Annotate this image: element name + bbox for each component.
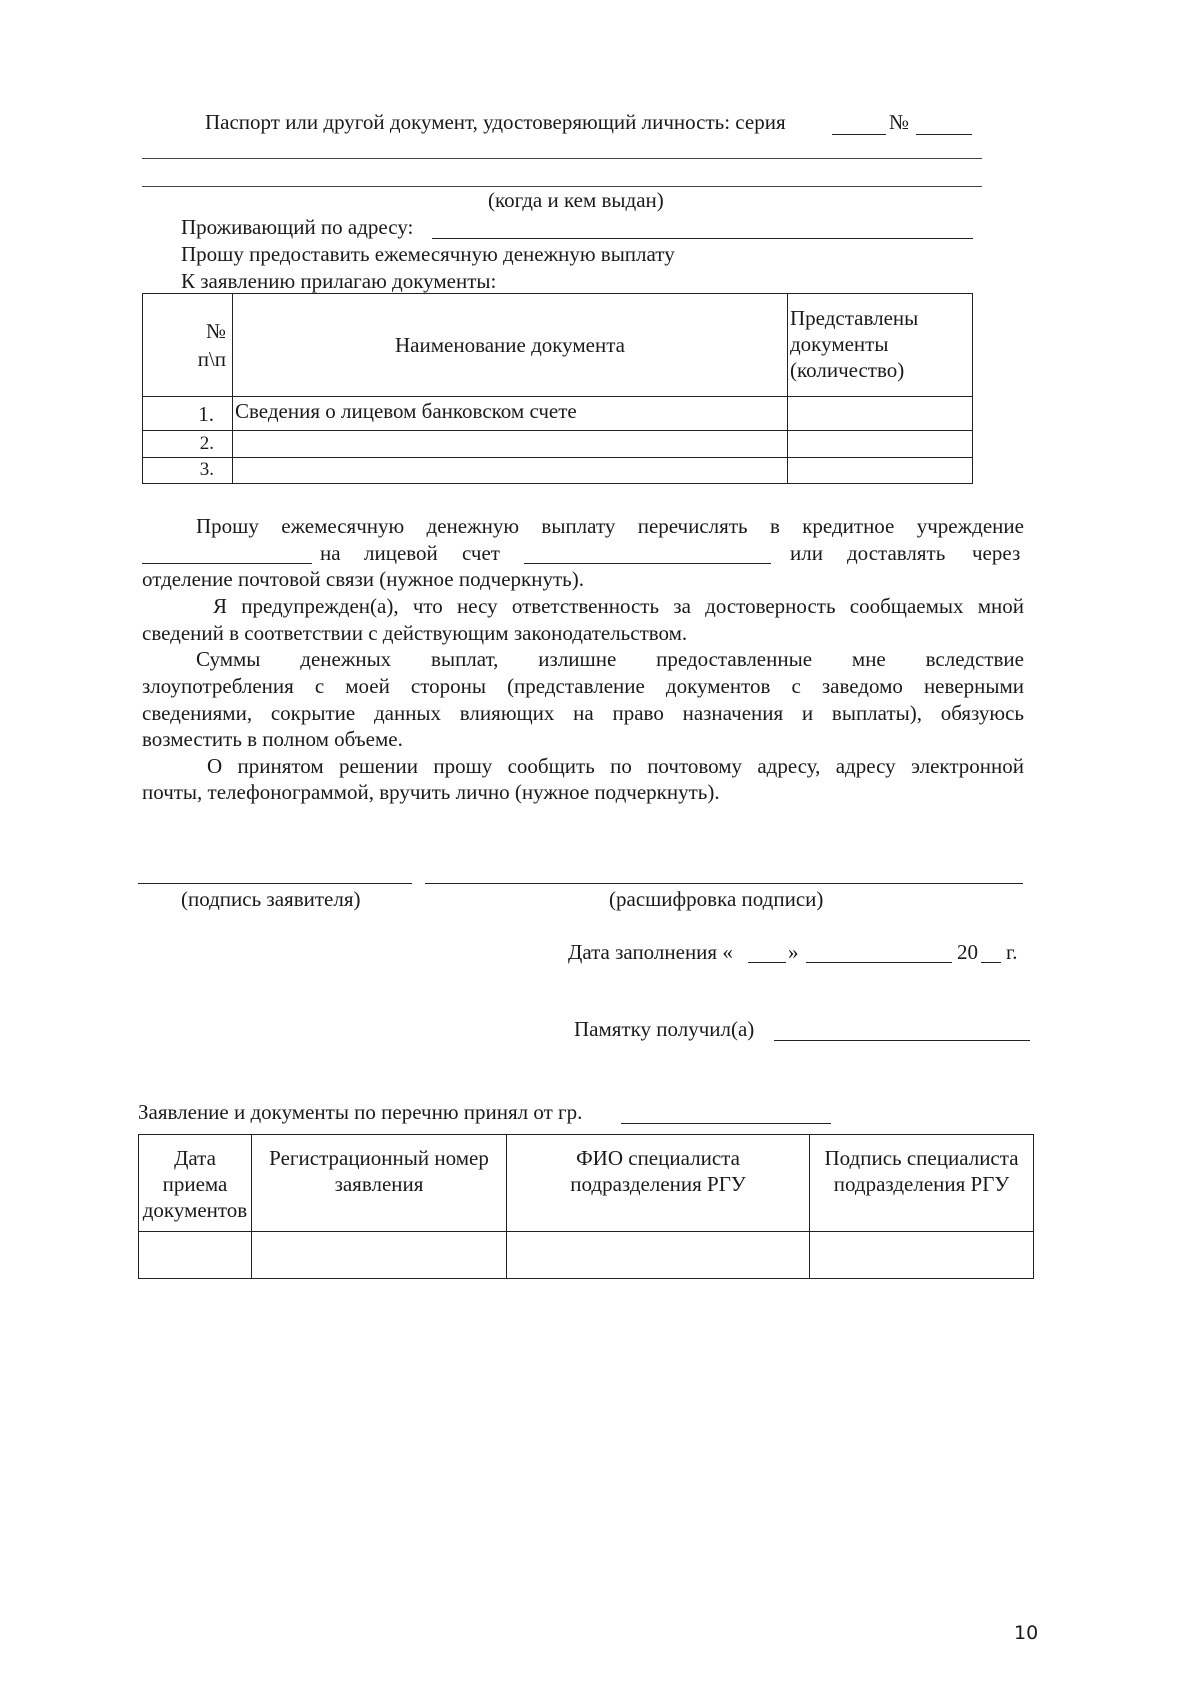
word: сведениями, (142, 701, 253, 725)
accept-header-line: Дата (174, 1146, 216, 1170)
accept-header-line: приема (162, 1172, 228, 1196)
transfer-text: доставлять (847, 541, 946, 565)
memo-label: Памятку получил(а) (574, 1017, 755, 1041)
transfer-text: лицевой (364, 541, 438, 565)
word: выплату (541, 514, 616, 538)
accept-table-border (138, 1231, 1034, 1232)
word: ответственность (511, 594, 660, 618)
word: влияющих (459, 701, 555, 725)
word: сокрытие (270, 701, 356, 725)
signature-caption: (подпись заявителя) (181, 887, 361, 911)
request-line: Прошу предоставить ежемесячную денежную выплату (181, 242, 675, 266)
warning-paragraph-line1 (213, 596, 1024, 617)
accept-header-line: документов (142, 1198, 248, 1222)
accept-header-specialist-signature (811, 1145, 1032, 1197)
word: достоверность (705, 594, 836, 618)
accept-header-specialist-name (508, 1145, 808, 1197)
docs-row-num: 1. (198, 402, 214, 426)
word: Суммы (196, 647, 261, 671)
accept-cell-date[interactable] (140, 1233, 250, 1277)
word: денежную (426, 514, 520, 538)
accept-cell-specialist-signature[interactable] (811, 1233, 1032, 1277)
word: несу (457, 594, 498, 618)
accept-table-border (138, 1134, 1034, 1135)
docs-row-num: 3. (199, 459, 214, 480)
word: за (673, 594, 691, 618)
date-year-blank[interactable] (981, 962, 1001, 963)
docs-table-border (142, 457, 973, 458)
accept-header-line: ФИО специалиста (576, 1146, 740, 1170)
refund-paragraph-line1 (196, 649, 1024, 670)
word: О (207, 754, 223, 778)
word: выплат, (431, 647, 499, 671)
credit-institution-blank[interactable] (142, 563, 312, 564)
docs-header-count-line: (количество) (790, 358, 905, 382)
issued-line-2[interactable] (142, 186, 982, 187)
accept-table-border (251, 1134, 252, 1279)
docs-header-count-line: Представлены (790, 306, 919, 330)
transfer-text: через (972, 541, 1021, 565)
transfer-paragraph-line1 (196, 516, 1024, 537)
docs-header-num-line: № (205, 319, 226, 343)
word: моей (345, 674, 390, 698)
accept-header-line: Подпись специалиста (824, 1146, 1019, 1170)
attach-line: К заявлению прилагаю документы: (181, 269, 497, 293)
word: денежных (300, 647, 392, 671)
signature-blank[interactable] (138, 883, 412, 884)
docs-table-border (142, 293, 143, 484)
accept-cell-specialist-name[interactable] (508, 1233, 808, 1277)
docs-header-num-line: п\п (197, 347, 226, 371)
docs-header-count (790, 305, 970, 383)
word: что (412, 594, 443, 618)
account-number-blank[interactable] (524, 563, 771, 564)
docs-row-num: 2. (199, 433, 214, 454)
word: адресу (835, 754, 896, 778)
word: с (791, 674, 801, 698)
accept-table-border (138, 1278, 1034, 1279)
word: сообщить (507, 754, 595, 778)
word: принятом (237, 754, 324, 778)
signature-decoding-caption: (расшифровка подписи) (609, 887, 824, 911)
accept-header-line: подразделения РГУ (833, 1172, 1010, 1196)
refund-paragraph-line4: возместить в полном объеме. (142, 727, 403, 751)
date-close-quote: » (788, 940, 799, 964)
word: решении (339, 754, 419, 778)
accept-header-line: Регистрационный номер (269, 1146, 489, 1170)
accept-table-border (506, 1134, 507, 1279)
word: и (801, 701, 814, 725)
word: мной (977, 594, 1024, 618)
accept-table-border (1033, 1134, 1034, 1279)
transfer-text: на (320, 541, 341, 565)
docs-table-border (972, 293, 973, 484)
word: документов (665, 674, 771, 698)
page-number: 10 (1014, 1622, 1039, 1644)
word: мне (851, 647, 886, 671)
date-year-suffix: г. (1006, 940, 1018, 964)
word: прошу (433, 754, 493, 778)
refund-paragraph-line2 (142, 676, 1024, 697)
accept-header-reg-number (253, 1145, 505, 1197)
date-month-blank[interactable] (806, 962, 952, 963)
word: неверными (923, 674, 1024, 698)
word: злоупотребления (142, 674, 294, 698)
docs-table-border (142, 293, 973, 294)
word: излишне (538, 647, 617, 671)
signature-decoding-blank[interactable] (425, 883, 1023, 884)
word: Прошу (196, 514, 259, 538)
date-label: Дата заполнения « (568, 940, 733, 964)
date-year-prefix: 20 (957, 940, 978, 964)
accept-header-line: подразделения РГУ (570, 1172, 746, 1196)
word: стороны (410, 674, 486, 698)
address-blank[interactable] (432, 238, 973, 239)
date-day-blank[interactable] (748, 962, 786, 963)
word: с (314, 674, 325, 698)
issued-caption: (когда и кем выдан) (488, 188, 664, 212)
docs-row-name: Сведения о лицевом банковском счете (235, 399, 577, 423)
docs-table-border (232, 293, 233, 484)
transfer-paragraph-line3: отделение почтовой связи (нужное подчеркнуть). (142, 567, 584, 591)
warning-paragraph-line2: сведений в соответствии с действующим законодательством. (142, 621, 688, 645)
word: по (610, 754, 632, 778)
word: сообщаемых (849, 594, 964, 618)
word: (представление (507, 674, 645, 698)
docs-table-border (142, 483, 973, 484)
word: перечислять (637, 514, 748, 538)
word: назначения (682, 701, 784, 725)
word: почтовому (647, 754, 743, 778)
word: в (769, 514, 780, 538)
accepted-label: Заявление и документы по перечню принял от гр. (138, 1100, 583, 1124)
passport-series-blank[interactable] (832, 134, 886, 135)
accept-cell-reg-number[interactable] (253, 1233, 505, 1277)
docs-table-border (787, 293, 788, 484)
word: на (573, 701, 594, 725)
transfer-text: счет (462, 541, 500, 565)
word: заведомо (821, 674, 903, 698)
word: вследствие (925, 647, 1024, 671)
notify-paragraph-line1 (207, 756, 1024, 777)
word: данных (373, 701, 442, 725)
accept-table-border (809, 1134, 810, 1279)
passport-number-sign: № (889, 110, 910, 134)
notify-paragraph-line2: почты, телефонограммой, вручить лично (нужное подчеркнуть). (142, 780, 720, 804)
refund-paragraph-line3 (142, 703, 1024, 724)
docs-header-name: Наименование документа (395, 333, 625, 357)
word: ежемесячную (281, 514, 405, 538)
passport-label: Паспорт или другой документ, удостоверяющий личность: серия (205, 110, 786, 134)
word: право (612, 701, 664, 725)
accept-header-line: заявления (334, 1172, 424, 1196)
word: обязуюсь (940, 701, 1024, 725)
word: выплаты), (831, 701, 922, 725)
docs-table-border (142, 430, 973, 431)
word: кредитное (802, 514, 895, 538)
issued-line-1[interactable] (142, 158, 982, 159)
accepted-from-blank[interactable] (621, 1123, 831, 1124)
word: электронной (910, 754, 1024, 778)
transfer-text: или (790, 541, 823, 565)
memo-signature-blank[interactable] (774, 1040, 1030, 1041)
docs-header-num (144, 317, 226, 373)
word: адресу, (757, 754, 821, 778)
address-label: Проживающий по адресу: (181, 215, 414, 239)
word: предупрежден(а), (241, 594, 399, 618)
word: предоставленные (656, 647, 813, 671)
word: Я (213, 594, 228, 618)
accept-header-date (139, 1145, 251, 1223)
word: учреждение (916, 514, 1024, 538)
docs-header-count-line: документы (790, 332, 889, 356)
passport-number-blank[interactable] (916, 134, 972, 135)
